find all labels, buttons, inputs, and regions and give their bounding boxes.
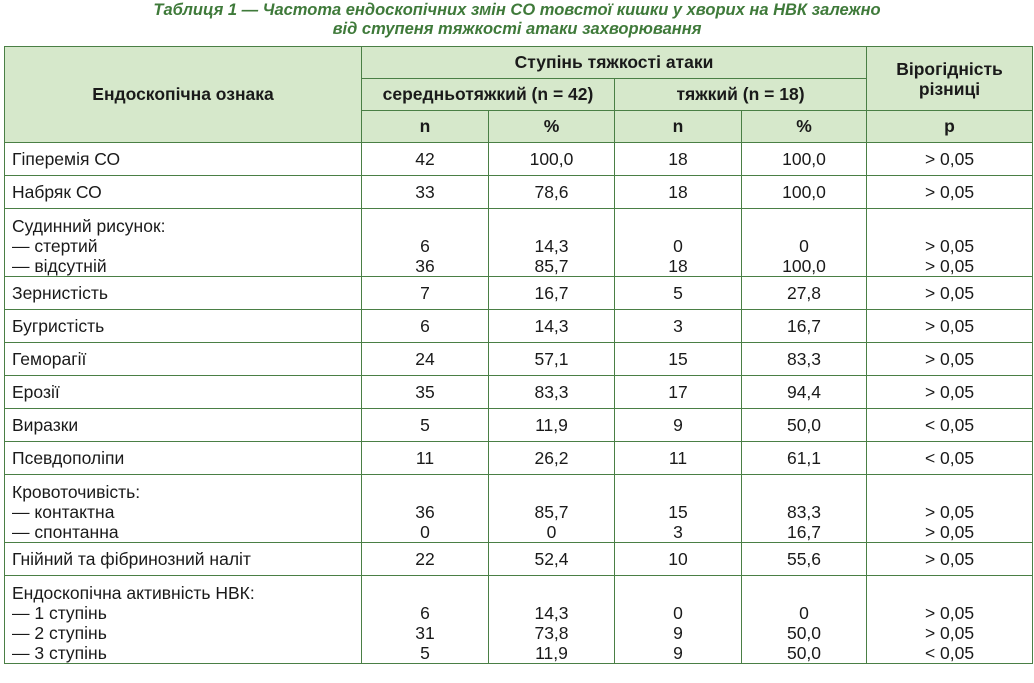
cell-n-severe: 3 (615, 310, 742, 343)
table-header (5, 47, 1033, 143)
cell-n-moderate (362, 209, 489, 277)
cell-n-severe (615, 576, 742, 664)
cell-feature: Гнійний та фібринозний наліт (5, 543, 362, 576)
cell-pct-severe: 83,3 (742, 343, 867, 376)
cell-pct-severe: 55,6 (742, 543, 867, 576)
cell-n-severe (615, 475, 742, 543)
table-row (5, 475, 1033, 543)
subitem-label: — 1 ступінь (12, 603, 107, 623)
header-moderate: середньотяжкий (n = 42) (362, 79, 615, 111)
cell-p-value: < 0,05 (867, 442, 1033, 475)
subitem-pct-moderate: 14,3 (534, 236, 569, 256)
cell-n-moderate: 24 (362, 343, 489, 376)
table-row (5, 543, 1033, 576)
cell-n-moderate (362, 475, 489, 543)
cell-pct-moderate (489, 576, 615, 664)
cell-pct-moderate: 14,3 (489, 310, 615, 343)
subitem-label: — контактна (12, 502, 115, 522)
cell-n-moderate: 5 (362, 409, 489, 442)
subitem-p-value: > 0,05 (924, 236, 975, 256)
subitem-p-value: > 0,05 (924, 603, 975, 623)
header-severe: тяжкий (n = 18) (615, 79, 867, 111)
cell-feature: Псевдополіпи (5, 442, 362, 475)
subitem-label: — стертий (12, 236, 98, 256)
header-p: p (867, 111, 1033, 143)
cell-n-severe: 17 (615, 376, 742, 409)
subitem-label: — 3 ступінь (12, 643, 107, 663)
table-row (5, 442, 1033, 475)
cell-feature (5, 576, 362, 664)
cell-feature: Виразки (5, 409, 362, 442)
subitem-n-moderate: 6 (420, 236, 430, 256)
cell-pct-moderate (489, 209, 615, 277)
subitem-pct-moderate: 85,7 (534, 256, 569, 276)
table-row (5, 576, 1033, 664)
cell-n-moderate: 6 (362, 310, 489, 343)
subitem-pct-moderate: 14,3 (534, 603, 569, 623)
cell-pct-moderate: 11,9 (489, 409, 615, 442)
header-severity: Ступінь тяжкості атаки (362, 47, 867, 79)
cell-n-moderate: 11 (362, 442, 489, 475)
header-feature: Ендоскопічна ознака (5, 47, 362, 143)
cell-n-moderate: 35 (362, 376, 489, 409)
cell-n-severe (615, 209, 742, 277)
cell-p-value (867, 475, 1033, 543)
subitem-pct-severe: 50,0 (786, 643, 822, 663)
cell-pct-severe (742, 576, 867, 664)
subitem-pct-moderate: 0 (546, 522, 557, 542)
subitem-pct-moderate: 85,7 (534, 502, 569, 522)
cell-pct-severe: 50,0 (742, 409, 867, 442)
group-label: Ендоскопічна активність НВК: (12, 583, 255, 603)
cell-pct-severe (742, 209, 867, 277)
cell-pct-severe: 94,4 (742, 376, 867, 409)
cell-pct-severe: 100,0 (742, 143, 867, 176)
subitem-label: — 2 ступінь (12, 623, 107, 643)
table-row (5, 409, 1033, 442)
caption-line-2: від ступеня тяжкості атаки захворювання (332, 20, 702, 38)
header-n-severe: n (615, 111, 742, 143)
cell-n-moderate: 33 (362, 176, 489, 209)
subitem-n-moderate: 0 (420, 522, 430, 542)
cell-pct-moderate: 52,4 (489, 543, 615, 576)
subitem-n-severe: 18 (668, 256, 688, 276)
cell-pct-moderate: 57,1 (489, 343, 615, 376)
cell-pct-moderate: 100,0 (489, 143, 615, 176)
subitem-n-moderate: 6 (420, 603, 430, 623)
table-row (5, 343, 1033, 376)
header-pct-moderate: % (489, 111, 615, 143)
subitem-pct-severe: 83,3 (786, 502, 822, 522)
cell-pct-severe (742, 475, 867, 543)
cell-n-moderate (362, 576, 489, 664)
cell-n-severe: 5 (615, 277, 742, 310)
cell-p-value: > 0,05 (867, 543, 1033, 576)
cell-feature: Гіперемія СО (5, 143, 362, 176)
subitem-p-value: > 0,05 (924, 623, 975, 643)
data-table (4, 46, 1033, 664)
cell-n-moderate: 42 (362, 143, 489, 176)
cell-p-value: > 0,05 (867, 343, 1033, 376)
subitem-n-moderate: 36 (415, 256, 435, 276)
cell-pct-severe: 16,7 (742, 310, 867, 343)
cell-feature: Бугристість (5, 310, 362, 343)
subitem-pct-severe: 100,0 (782, 256, 826, 276)
subitem-pct-severe: 0 (799, 236, 809, 256)
cell-n-severe: 11 (615, 442, 742, 475)
cell-pct-moderate: 78,6 (489, 176, 615, 209)
header-reliability: Вірогідність різниці (867, 47, 1033, 111)
table-row (5, 143, 1033, 176)
header-n-moderate: n (362, 111, 489, 143)
subitem-n-severe: 15 (668, 502, 688, 522)
cell-p-value: > 0,05 (867, 277, 1033, 310)
cell-n-severe: 18 (615, 176, 742, 209)
cell-feature: Зернистість (5, 277, 362, 310)
cell-p-value: > 0,05 (867, 310, 1033, 343)
subitem-p-value: < 0,05 (924, 643, 975, 663)
subitem-p-value: > 0,05 (924, 522, 975, 542)
subitem-pct-severe: 0 (799, 603, 809, 623)
subitem-n-moderate: 5 (420, 643, 430, 663)
cell-n-severe: 10 (615, 543, 742, 576)
table-row (5, 376, 1033, 409)
cell-pct-severe: 61,1 (742, 442, 867, 475)
header-pct-severe: % (742, 111, 867, 143)
group-label: Кровоточивість: (12, 482, 141, 502)
cell-n-severe: 15 (615, 343, 742, 376)
cell-feature: Геморагії (5, 343, 362, 376)
cell-p-value: > 0,05 (867, 176, 1033, 209)
cell-pct-moderate: 26,2 (489, 442, 615, 475)
subitem-pct-severe: 50,0 (786, 623, 822, 643)
cell-pct-severe: 100,0 (742, 176, 867, 209)
subitem-n-moderate: 36 (415, 502, 435, 522)
table-body (5, 143, 1033, 664)
cell-pct-moderate (489, 475, 615, 543)
cell-p-value (867, 576, 1033, 664)
table-row (5, 277, 1033, 310)
cell-p-value: > 0,05 (867, 143, 1033, 176)
subitem-n-severe: 0 (673, 236, 683, 256)
caption-line-1: Таблиця 1 — Частота ендоскопічних змін СО товстої кишки у хворих на НВК залежно (153, 1, 881, 19)
subitem-n-severe: 9 (673, 623, 683, 643)
table-row (5, 310, 1033, 343)
subitem-p-value: > 0,05 (924, 502, 975, 522)
cell-n-moderate: 22 (362, 543, 489, 576)
subitem-n-severe: 3 (673, 522, 683, 542)
cell-n-severe: 18 (615, 143, 742, 176)
subitem-pct-moderate: 73,8 (534, 623, 569, 643)
table-row (5, 176, 1033, 209)
cell-pct-moderate: 16,7 (489, 277, 615, 310)
subitem-n-severe: 0 (673, 603, 683, 623)
subitem-n-severe: 9 (673, 643, 683, 663)
cell-feature (5, 209, 362, 277)
group-label: Судинний рисунок: (12, 216, 166, 236)
cell-p-value: > 0,05 (867, 376, 1033, 409)
subitem-p-value: > 0,05 (924, 256, 975, 276)
cell-feature (5, 475, 362, 543)
cell-feature: Ерозії (5, 376, 362, 409)
cell-n-severe: 9 (615, 409, 742, 442)
subitem-n-moderate: 31 (415, 623, 435, 643)
cell-p-value: < 0,05 (867, 409, 1033, 442)
subitem-label: — спонтанна (12, 522, 119, 542)
cell-feature: Набряк СО (5, 176, 362, 209)
cell-p-value (867, 209, 1033, 277)
table-row (5, 209, 1033, 277)
subitem-label: — відсутній (12, 256, 107, 276)
cell-pct-moderate: 83,3 (489, 376, 615, 409)
subitem-pct-severe: 16,7 (786, 522, 822, 542)
cell-n-moderate: 7 (362, 277, 489, 310)
subitem-pct-moderate: 11,9 (535, 643, 568, 663)
cell-pct-severe: 27,8 (742, 277, 867, 310)
